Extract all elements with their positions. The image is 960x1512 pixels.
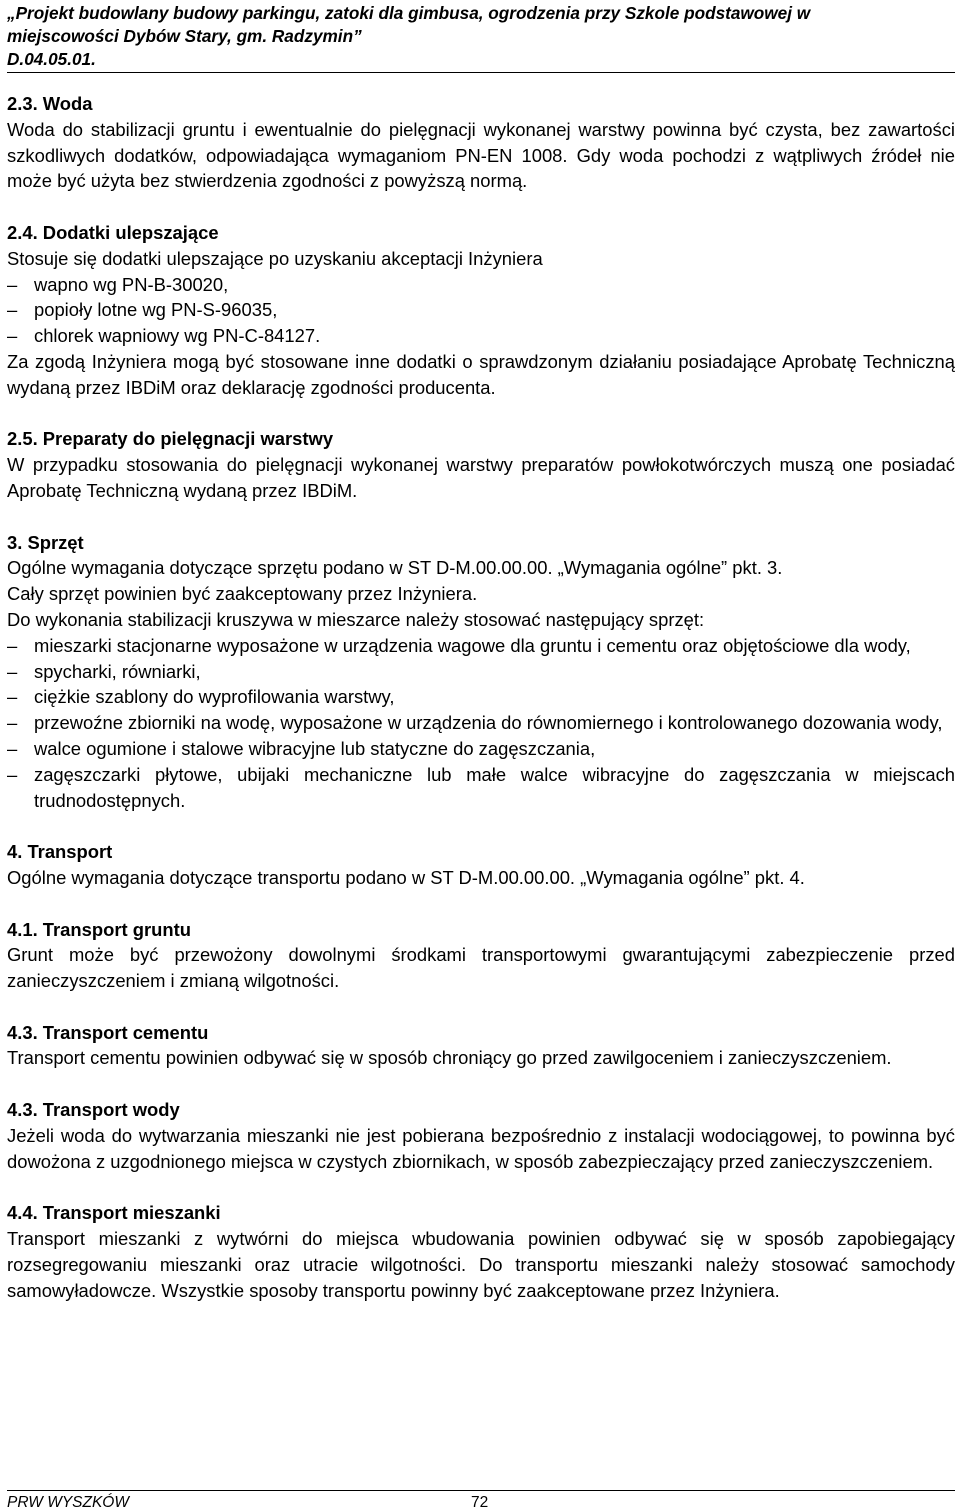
section-4: [7, 839, 955, 891]
section-paragraph: Woda do stabilizacji gruntu i ewentualnie do pielęgnacji wykonanej warstwy powinna być czysta, bez zawartości szkodliwych dodatków, odpowiadająca wymaganiom PN-EN 1008. Gdy woda pochodzi z wątpliwych źródeł nie może być użyta bez stwierdzenia zgodności z powyższą normą.: [7, 118, 955, 192]
section-paragraph: Grunt może być przewożony dowolnymi środkami transportowymi gwarantującymi zabezpieczenie przed zanieczyszczeniem i zmianą wilgotności.: [7, 944, 955, 992]
footer-divider: [7, 1490, 955, 1491]
section-heading: 2.3. Woda: [7, 93, 93, 114]
list-item: – mieszarki stacjonarne wyposażone w urządzenia wagowe dla gruntu i cementu oraz objętościowe dla wody,: [7, 633, 955, 659]
section-paragraph: Transport mieszanki z wytwórni do miejsca wbudowania powinien odbywać się w sposób zapobiegający rozsegregowaniu mieszanki oraz utracie wilgotności. Do transportu mieszanki należy stosować samochody samowyładowcze. Wszystkie sposoby transportu powinny być zaakceptowane przez Inżyniera.: [7, 1228, 955, 1301]
section-4-1: [7, 917, 955, 994]
section-paragraph: Cały sprzęt powinien być zaakceptowany przez Inżyniera.: [7, 583, 478, 605]
section-3: [7, 530, 955, 814]
section-heading: 4.3. Transport cementu: [7, 1021, 209, 1043]
section-heading: 4.1. Transport gruntu: [7, 918, 191, 940]
section-paragraph: Ogólne wymagania dotyczące sprzętu podano w ST D-M.00.00.00. „Wymagania ogólne” pkt. 3.: [7, 557, 783, 579]
section-4-3-cement: [7, 1020, 955, 1072]
list-item: – wapno wg PN-B-30020,: [7, 272, 955, 298]
list-item: – ciężkie szablony do wyprofilowania warstwy,: [7, 684, 955, 710]
section-2-3: [7, 91, 955, 194]
page-number: 72: [471, 1494, 489, 1511]
section-heading: 2.4. Dodatki ulepszające: [7, 221, 219, 243]
list-item: – zagęszczarki płytowe, ubijaki mechaniczne lub małe walce wibracyjne do zagęszczania w miejscach trudnodostępnych.: [7, 762, 955, 814]
footer-company: PRW WYSZKÓW: [7, 1494, 129, 1511]
section-heading: 4.3. Transport wody: [7, 1099, 180, 1121]
section-4-3-water: [7, 1097, 955, 1174]
list-item: – chlorek wapniowy wg PN-C-84127.: [7, 323, 955, 349]
document-body: [7, 91, 955, 1303]
section-heading: 3. Sprzęt: [7, 531, 84, 553]
section-2-4: [7, 220, 955, 401]
section-paragraph: Za zgodą Inżyniera mogą być stosowane inne dodatki o sprawdzonym działaniu posiadające Aprobatę Techniczną wydaną przez IBDiM oraz deklarację zgodności producenta.: [7, 350, 955, 398]
section-paragraph: Stosuje się dodatki ulepszające po uzyskaniu akceptacji Inżyniera: [7, 247, 543, 269]
additives-list: [7, 272, 955, 349]
header-spec-code: D.04.05.01.: [7, 49, 96, 69]
list-item: – przewoźne zbiorniki na wodę, wyposażone w urządzenia do równomiernego i kontrolowanego dozowania wody,: [7, 710, 955, 736]
section-2-5: [7, 426, 955, 503]
header-divider: [7, 72, 955, 73]
section-paragraph: Ogólne wymagania dotyczące transportu podano w ST D-M.00.00.00. „Wymagania ogólne” pkt. 4.: [7, 866, 805, 888]
equipment-list: [7, 633, 955, 814]
section-paragraph: W przypadku stosowania do pielęgnacji wykonanej warstwy preparatów powłokotwórczych muszą one posiadać Aprobatę Techniczną wydaną przez IBDiM.: [7, 454, 955, 501]
section-4-4: [7, 1200, 955, 1303]
section-heading: 2.5. Preparaty do pielęgnacji warstwy: [7, 428, 334, 450]
section-paragraph: Do wykonania stabilizacji kruszywa w mieszarce należy stosować następujący sprzęt:: [7, 608, 705, 630]
list-item: – popioły lotne wg PN-S-96035,: [7, 297, 955, 323]
header-project-title-line1: „Projekt budowlany budowy parkingu, zatoki dla gimbusa, ogrodzenia przy Szkole podstawowej w: [7, 3, 811, 23]
section-heading: 4. Transport: [7, 841, 113, 863]
section-heading: 4.4. Transport mieszanki: [7, 1202, 221, 1224]
section-paragraph: Jeżeli woda do wytwarzania mieszanki nie jest pobierana bezpośrednio z instalacji wodociągowej, to powinna być dowożona z uzgodnionego miejsca w czystych zbiornikach, w sposób zabezpieczający przed zanieczyszczeniem.: [7, 1124, 955, 1172]
page-header: [7, 2, 947, 71]
header-project-title-line2: miejscowości Dybów Stary, gm. Radzymin”: [7, 26, 362, 46]
section-paragraph: Transport cementu powinien odbywać się w sposób chroniący go przed zawilgoceniem i zanieczyszczeniem.: [7, 1047, 892, 1069]
list-item: – spycharki, równiarki,: [7, 659, 955, 685]
list-item: – walce ogumione i stalowe wibracyjne lub statyczne do zagęszczania,: [7, 736, 955, 762]
